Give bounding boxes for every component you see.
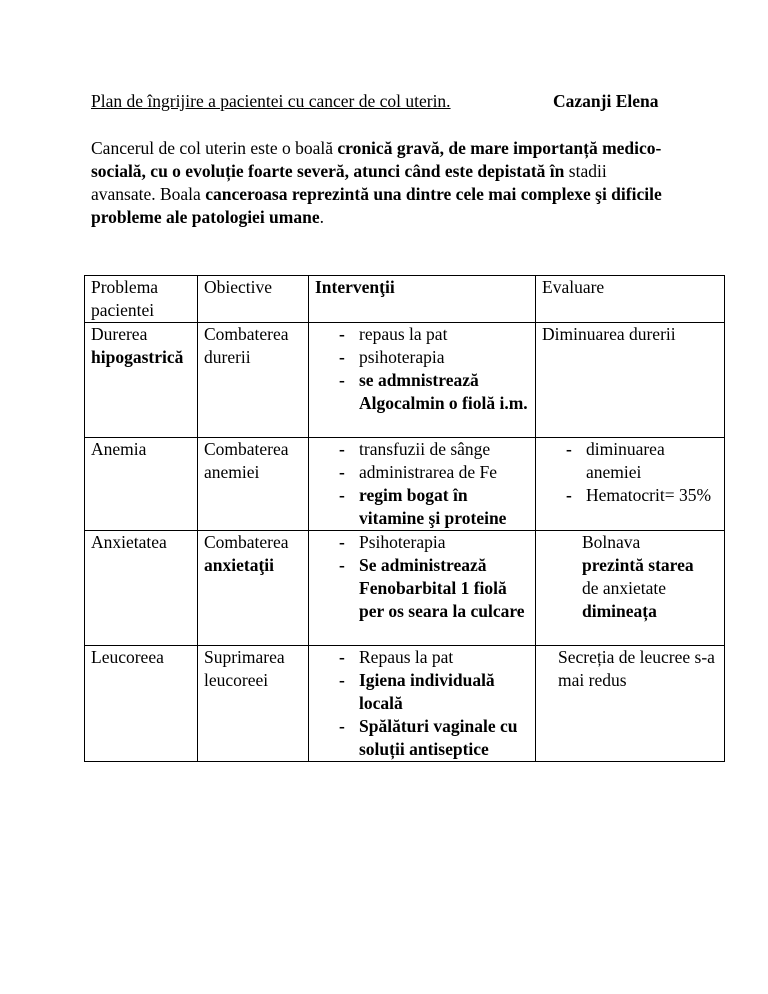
intro-text-3: stadii avansate. Boala [91,161,607,204]
intro-paragraph [91,137,671,229]
cell-problem: Anemia [85,438,198,531]
intervention-item: - Spălături vaginale cu soluții antiseptice [335,715,531,761]
cell-evaluation [536,531,725,646]
header-interventions: Intervenţii [309,276,536,323]
intervention-item: - administrarea de Fe [335,461,531,484]
table-row [85,438,725,531]
intervention-item: - Repaus la pat [335,646,531,669]
intro-text-5: . [319,207,324,227]
cell-problem: Leucoreea [85,646,198,762]
evaluation-text: Bolnava [582,532,641,552]
problem-text-bold: hipogastrică [91,347,184,367]
intervention-item: - Se administrează Fenobarbital 1 fiolă per os seara la culcare [335,554,531,623]
table-row [85,646,725,762]
author-name: Cazanji Elena [553,91,659,111]
intro-text-2: cronică gravă, de mare importanță medico-socială, cu o evoluție foarte severă, atunci când este depistată în [91,138,662,181]
cell-objective: Combaterea durerii [198,323,309,438]
cell-problem: Anxietatea [85,531,198,646]
cell-objective [198,531,309,646]
cell-interventions [309,323,536,438]
header-problem: Problema pacientei [85,276,198,323]
objective-text: Combaterea [204,532,289,552]
intro-text-4: canceroasa reprezintă una dintre cele mai complexe şi dificile probleme ale patologiei umane [91,184,662,227]
cell-interventions [309,646,536,762]
table-row [85,531,725,646]
evaluation-item: - Hematocrit= 35% [562,484,720,507]
cell-evaluation: Secreția de leucree s-a mai redus [536,646,725,762]
intervention-item: - repaus la pat [335,323,531,346]
table-row [85,323,725,438]
cell-objective: Suprimarea leucoreei [198,646,309,762]
evaluation-item: - diminuarea anemiei [562,438,720,484]
cell-evaluation [536,438,725,531]
title-line [91,90,691,114]
intro-text-1: Cancerul de col uterin este o boală [91,138,338,158]
table-header-row [85,276,725,323]
care-plan-table [84,275,725,762]
header-evaluation: Evaluare [536,276,725,323]
evaluation-text: de anxietate [582,578,667,598]
intervention-item: - se admnistrează Algocalmin o fiolă i.m. [335,369,531,415]
evaluation-text-bold: dimineața [582,601,657,621]
cell-objective: Combaterea anemiei [198,438,309,531]
evaluation-text-bold: prezintă starea [582,555,694,575]
cell-interventions [309,531,536,646]
intervention-item: - regim bogat în vitamine şi proteine [335,484,531,530]
intervention-item: - Igiena individuală locală [335,669,531,715]
intervention-item: - psihoterapia [335,346,531,369]
header-objectives: Obiective [198,276,309,323]
intervention-item: - transfuzii de sânge [335,438,531,461]
objective-text-bold: anxietaţii [204,555,274,575]
problem-text: Durerea [91,324,148,344]
intervention-item: - Psihoterapia [335,531,531,554]
page-title: Plan de îngrijire a pacientei cu cancer de col uterin. [91,91,451,111]
cell-evaluation: Diminuarea durerii [536,323,725,438]
cell-interventions [309,438,536,531]
cell-problem [85,323,198,438]
